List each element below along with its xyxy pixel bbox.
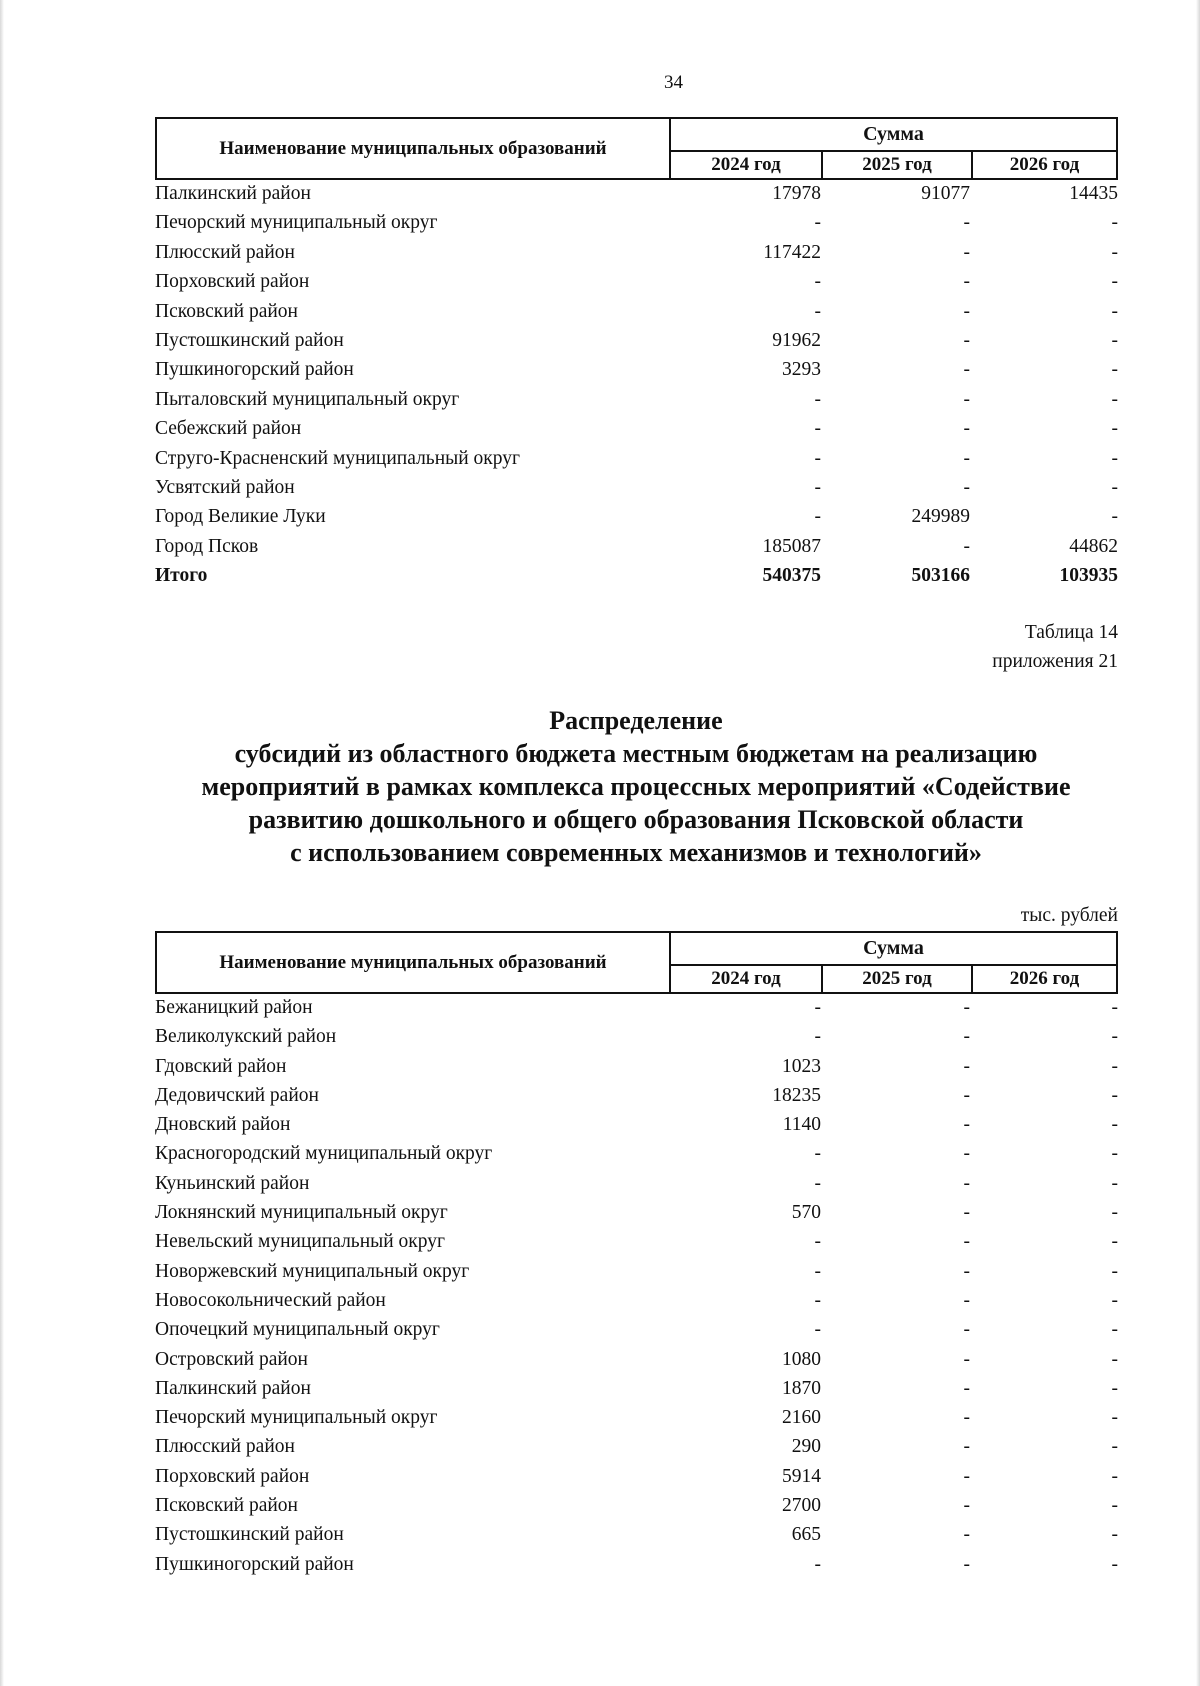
table-row [155,1082,1118,1111]
row-name: Печорский муниципальный округ [155,212,438,234]
value-2024: 2700 [782,1495,821,1517]
value-2026: - [1111,271,1118,293]
row-name: Палкинский район [155,1377,311,1399]
table-row [155,1551,1118,1580]
table-row [155,1228,1118,1257]
value-2025: - [963,1084,970,1106]
value-2024: 290 [791,1436,821,1458]
value-2026: - [1111,300,1118,322]
value-2025: - [963,1495,970,1517]
value-2025: - [963,476,970,498]
value-2025: - [963,1436,970,1458]
table-1-header [155,117,1118,180]
table-row [155,1023,1118,1052]
value-2026: - [1111,329,1118,351]
table-total-row [155,562,1118,591]
value-2024: 1140 [782,1114,821,1136]
row-name: Новоржевский муниципальный округ [155,1260,470,1282]
value-2024: 1870 [782,1377,821,1399]
page-edge-left [0,0,4,1686]
row-name: Невельский муниципальный округ [155,1231,446,1253]
page-number: 34 [664,72,683,93]
row-name: Красногородский муниципальный округ [155,1143,493,1165]
page-edge-right [1196,0,1200,1686]
value-2025: - [963,300,970,322]
value-2025: - [963,1348,970,1370]
row-name: Пустошкинский район [155,1524,344,1546]
value-2024: - [814,1143,821,1165]
value-2025: 249989 [911,506,970,528]
table-row [155,415,1118,444]
value-2026: - [1111,1436,1118,1458]
value-2025: - [963,212,970,234]
value-2024: 570 [791,1202,821,1224]
value-2024: - [814,476,821,498]
value-2024: 665 [791,1524,821,1546]
value-2025: - [963,271,970,293]
value-2024: 1023 [782,1055,821,1077]
title-line-2: субсидий из областного бюджета местным бюджетам на реализацию [234,739,1038,768]
value-2026: - [1111,241,1118,263]
value-2024: - [814,1026,821,1048]
value-2026: 14435 [1069,183,1118,204]
value-2025: - [963,1465,970,1487]
value-2024: 117422 [763,241,821,263]
row-name: Струго-Красненский муниципальный округ [155,447,521,469]
value-2024: - [814,1319,821,1341]
header-year-2024: 2024 год [671,966,823,992]
table-row [155,445,1118,474]
header-sum: Сумма [671,933,1116,966]
value-2025: - [963,418,970,440]
row-name: Порховский район [155,1465,310,1487]
title-line-3: мероприятий в рамках комплекса процессных мероприятий «Содействие [201,772,1071,801]
document-title [150,704,1122,869]
row-name: Псковский район [155,300,298,322]
value-2024: - [814,418,821,440]
value-2026: - [1111,506,1118,528]
row-name: Себежский район [155,418,302,440]
value-2026: - [1111,1319,1118,1341]
table-row [155,239,1118,268]
value-2026: - [1111,1289,1118,1311]
row-name: Пушкиногорский район [155,1553,354,1575]
table-row [155,298,1118,327]
value-2024: - [814,1172,821,1194]
row-name: Город Великие Луки [155,506,326,528]
value-2025: - [963,1260,970,1282]
table-row [155,386,1118,415]
value-2025: - [963,1289,970,1311]
table-row [155,1346,1118,1375]
value-2024: - [814,997,821,1018]
row-name: Великолукский район [155,1026,337,1048]
header-name: Наименование муниципальных образований [157,933,671,992]
table-2 [155,931,1118,1580]
value-2026: - [1111,418,1118,440]
table-2-body [155,994,1118,1580]
table-row [155,356,1118,385]
table-caption-number: Таблица 14 [1024,622,1118,643]
value-2024: - [814,271,821,293]
value-2025: - [963,1377,970,1399]
row-name: Дновский район [155,1114,291,1136]
value-2026: - [1111,447,1118,469]
row-name: Плюсский район [155,241,295,263]
value-2025: - [963,1114,970,1136]
row-name: Гдовский район [155,1055,287,1077]
value-2026: - [1111,1553,1118,1575]
value-2025: - [963,1231,970,1253]
value-2025: - [963,1319,970,1341]
title-line-4: развитию дошкольного и общего образования Псковской области [248,805,1024,834]
header-year-2024: 2024 год [671,152,823,178]
value-2026: - [1111,1202,1118,1224]
value-2024: 185087 [762,535,821,557]
value-2025: - [963,447,970,469]
table-1-body [155,180,1118,591]
units-label: тыс. рублей [1020,905,1118,926]
value-2026: 44862 [1069,535,1118,557]
title-line-5: с использованием современных механизмов и технологий» [290,838,982,867]
value-2026: - [1111,1026,1118,1048]
value-2026: - [1111,1055,1118,1077]
table-2-header [155,931,1118,994]
value-2026: 103935 [1059,565,1118,587]
value-2026: - [1111,1114,1118,1136]
value-2026: - [1111,1407,1118,1429]
table-row [155,327,1118,356]
value-2026: - [1111,1495,1118,1517]
value-2026: - [1111,1172,1118,1194]
row-name: Пыталовский муниципальный округ [155,388,460,410]
table-row [155,994,1118,1023]
table-row [155,503,1118,532]
table-row [155,209,1118,238]
row-name: Печорский муниципальный округ [155,1407,438,1429]
table-1 [155,117,1118,591]
value-2025: - [963,359,970,381]
table-row [155,1199,1118,1228]
header-name: Наименование муниципальных образований [157,119,671,178]
value-2024: 540375 [762,565,821,587]
row-name: Куньинский район [155,1172,310,1194]
value-2025: - [963,1055,970,1077]
row-name: Локнянский муниципальный округ [155,1202,448,1224]
header-year-2026: 2026 год [1009,968,1080,989]
table-row [155,1375,1118,1404]
row-name: Дедовичский район [155,1084,319,1106]
row-name: Пушкиногорский район [155,359,354,381]
value-2024: - [814,1260,821,1282]
value-2024: 3293 [782,359,821,381]
value-2026: - [1111,1524,1118,1546]
table-row [155,268,1118,297]
value-2025: - [963,329,970,351]
value-2025: - [963,241,970,263]
header-sum: Сумма [671,119,1116,152]
table-row [155,474,1118,503]
row-name: Итого [155,565,208,587]
table-row [155,1140,1118,1169]
value-2026: - [1111,997,1118,1018]
value-2026: - [1111,1377,1118,1399]
table-row [155,533,1118,562]
row-name: Палкинский район [155,183,311,204]
value-2025: - [963,1172,970,1194]
value-2025: - [963,1026,970,1048]
value-2025: - [963,535,970,557]
table-row [155,1463,1118,1492]
title-line-1: Распределение [549,706,723,735]
value-2024: - [814,1553,821,1575]
row-name: Плюсский район [155,1436,295,1458]
value-2024: 17978 [772,183,821,204]
row-name: Пустошкинский район [155,329,344,351]
row-name: Бежаницкий район [155,997,313,1018]
value-2024: - [814,300,821,322]
value-2024: - [814,506,821,528]
value-2026: - [1111,1084,1118,1106]
table-row [155,1433,1118,1462]
row-name: Порховский район [155,271,310,293]
value-2024: 1080 [782,1348,821,1370]
value-2026: - [1111,212,1118,234]
row-name: Усвятский район [155,476,295,498]
row-name: Новосокольнический район [155,1289,386,1311]
table-row [155,1316,1118,1345]
value-2024: - [814,212,821,234]
value-2025: 503166 [911,565,970,587]
value-2024: - [814,447,821,469]
value-2025: - [963,997,970,1018]
value-2025: - [963,1143,970,1165]
value-2026: - [1111,476,1118,498]
value-2026: - [1111,1348,1118,1370]
value-2026: - [1111,1231,1118,1253]
value-2025: 91077 [921,183,970,204]
header-year-2025: 2025 год [823,152,973,178]
value-2024: 5914 [782,1465,821,1487]
table-row [155,180,1118,209]
table-row [155,1404,1118,1433]
value-2026: - [1111,388,1118,410]
value-2026: - [1111,1465,1118,1487]
value-2024: - [814,1231,821,1253]
table-row [155,1492,1118,1521]
value-2025: - [963,1524,970,1546]
value-2026: - [1111,359,1118,381]
value-2026: - [1111,1143,1118,1165]
row-name: Островский район [155,1348,308,1370]
table-row [155,1258,1118,1287]
row-name: Опочецкий муниципальный округ [155,1319,440,1341]
header-year-2025: 2025 год [823,966,973,992]
value-2025: - [963,388,970,410]
table-row [155,1053,1118,1082]
value-2025: - [963,1407,970,1429]
table-caption-appendix: приложения 21 [992,651,1118,672]
value-2024: 18235 [772,1084,821,1106]
row-name: Город Псков [155,535,259,557]
value-2025: - [963,1553,970,1575]
table-row [155,1521,1118,1550]
value-2025: - [963,1202,970,1224]
value-2026: - [1111,1260,1118,1282]
row-name: Псковский район [155,1495,298,1517]
value-2024: 2160 [782,1407,821,1429]
table-row [155,1170,1118,1199]
value-2024: 91962 [772,329,821,351]
value-2024: - [814,388,821,410]
value-2024: - [814,1289,821,1311]
header-year-2026: 2026 год [1009,154,1080,175]
table-row [155,1111,1118,1140]
table-row [155,1287,1118,1316]
